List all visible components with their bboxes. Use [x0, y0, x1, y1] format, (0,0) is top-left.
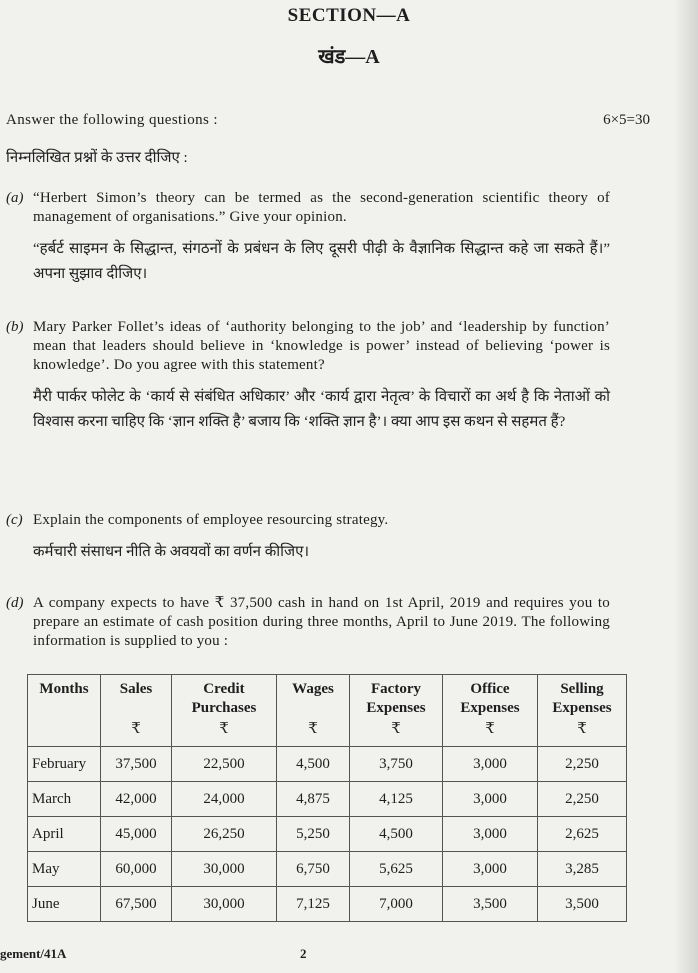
- cell-office-expenses: 3,000: [443, 747, 538, 782]
- question-text-hindi: कर्मचारी संसाधन नीति के अवयवों का वर्णन कीजिए।: [33, 544, 310, 560]
- cell-selling-expenses: 2,250: [538, 747, 627, 782]
- question-label: (a): [6, 190, 24, 206]
- instructions-hindi: निम्नलिखित प्रश्नों के उत्तर दीजिए :: [6, 150, 188, 166]
- table-row: [28, 852, 627, 887]
- cell-office-expenses: 3,000: [443, 817, 538, 852]
- col-header-months: Months: [28, 675, 101, 747]
- col-header-wages: Wages ₹: [277, 675, 350, 747]
- cell-selling-expenses: 2,250: [538, 782, 627, 817]
- table-row: [28, 817, 627, 852]
- section-title: SECTION—A: [287, 5, 411, 26]
- cell-wages: 4,875: [277, 782, 350, 817]
- question-text-hindi: “हर्बर्ट साइमन के सिद्धान्त, संगठनों के प्रबंधन के लिए दूसरी पीढ़ी के वैज्ञानिक सिद्धान्त कहे जा सकते हैं।” अपना सुझाव दीजिए।: [33, 241, 610, 282]
- question-label: (b): [6, 319, 24, 335]
- col-header-sales: Sales ₹: [101, 675, 172, 747]
- cell-credit-purchases: 30,000: [172, 887, 277, 922]
- cell-factory-expenses: 3,750: [350, 747, 443, 782]
- question-label: (c): [6, 512, 23, 528]
- cell-selling-expenses: 2,625: [538, 817, 627, 852]
- cell-factory-expenses: 7,000: [350, 887, 443, 922]
- cell-credit-purchases: 22,500: [172, 747, 277, 782]
- cell-month: March: [28, 782, 101, 817]
- cell-factory-expenses: 4,125: [350, 782, 443, 817]
- paper-code: gement/41A: [0, 946, 67, 961]
- cell-sales: 37,500: [101, 747, 172, 782]
- cell-selling-expenses: 3,500: [538, 887, 627, 922]
- cell-month: April: [28, 817, 101, 852]
- page-edge-shadow: [674, 0, 698, 973]
- question-a: [6, 189, 610, 287]
- question-label: (d): [6, 595, 24, 611]
- cell-wages: 7,125: [277, 887, 350, 922]
- cell-office-expenses: 3,000: [443, 852, 538, 887]
- question-text-english: “Herbert Simon’s theory can be termed as the second-generation scientific theory of management of organisations.” Give your opinion.: [33, 190, 610, 225]
- question-d: [6, 594, 610, 651]
- question-text-english: A company expects to have ₹ 37,500 cash in hand on 1st April, 2019 and requires you to prepare an estimate of cash position during three months, April to June 2019. The following information is supplied to you :: [33, 595, 610, 649]
- cell-wages: 5,250: [277, 817, 350, 852]
- question-b: [6, 318, 610, 435]
- cell-sales: 60,000: [101, 852, 172, 887]
- question-text-english: Mary Parker Follet’s ideas of ‘authority belonging to the job’ and ‘leadership by function’ mean that leaders should believe in ‘knowledge is power’ instead of believing ‘power is knowledge’. Do you agree with this statement?: [33, 319, 610, 373]
- cash-budget-table: [27, 674, 627, 922]
- question-c: [6, 511, 610, 565]
- instructions-english: Answer the following questions :: [6, 112, 218, 128]
- cell-factory-expenses: 4,500: [350, 817, 443, 852]
- cell-sales: 42,000: [101, 782, 172, 817]
- cell-factory-expenses: 5,625: [350, 852, 443, 887]
- cell-office-expenses: 3,000: [443, 782, 538, 817]
- question-text-hindi: मैरी पार्कर फोलेट के ‘कार्य से संबंधित अधिकार’ और ‘कार्य द्वारा नेतृत्व’ के विचारों का अर्थ है कि नेताओं को विश्वास करना चाहिए कि ‘ज्ञान शक्ति है’ बजाय कि ‘शक्ति ज्ञान है’। क्या आप इस कथन से सहमत हैं?: [33, 389, 610, 430]
- table-row: [28, 747, 627, 782]
- cell-office-expenses: 3,500: [443, 887, 538, 922]
- page-number: 2: [300, 946, 307, 961]
- cell-month: June: [28, 887, 101, 922]
- cell-sales: 67,500: [101, 887, 172, 922]
- cell-sales: 45,000: [101, 817, 172, 852]
- cell-month: February: [28, 747, 101, 782]
- cell-month: May: [28, 852, 101, 887]
- cell-credit-purchases: 26,250: [172, 817, 277, 852]
- col-header-credit-purchases: Credit Purchases ₹: [172, 675, 277, 747]
- col-header-selling-expenses: Selling Expenses ₹: [538, 675, 627, 747]
- table-row: [28, 887, 627, 922]
- cell-wages: 6,750: [277, 852, 350, 887]
- cell-wages: 4,500: [277, 747, 350, 782]
- cell-credit-purchases: 30,000: [172, 852, 277, 887]
- table-row: [28, 782, 627, 817]
- col-header-factory-expenses: Factory Expenses ₹: [350, 675, 443, 747]
- section-title-hindi: खंड—A: [318, 46, 380, 68]
- question-text-english: Explain the components of employee resourcing strategy.: [33, 512, 389, 528]
- cell-credit-purchases: 24,000: [172, 782, 277, 817]
- cell-selling-expenses: 3,285: [538, 852, 627, 887]
- col-header-office-expenses: Office Expenses ₹: [443, 675, 538, 747]
- marks-allocation: 6×5=30: [603, 112, 650, 128]
- table-header-row: [28, 675, 627, 747]
